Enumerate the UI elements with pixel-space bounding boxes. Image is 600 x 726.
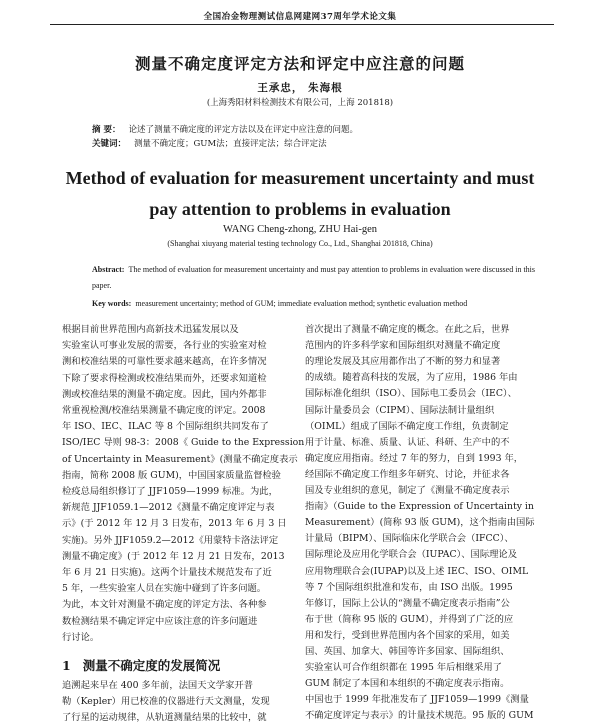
body-line: 检疫总局组织修订了 JJF1059—1999 标准。为此， [62, 486, 278, 497]
body-line: 常重视检测/校准结果测量不确定度的评定。2008 [62, 405, 266, 416]
body-line: GUM 制定了本国和本组织的不确定度表示指南。 [305, 678, 510, 690]
body-line: 为此，本文针对测量不确定度的评定方法、各种参 [62, 599, 267, 611]
body-line: 实验室认可事业发展的需要，各行业的实验室对检 [62, 340, 267, 352]
body-line: 了行星的运动规律，从轨道测量结果的比较中，就 [62, 712, 267, 723]
body-line: 根据目前世界范围内高新技术迅猛发展以及 [62, 324, 239, 335]
body-line: 中国也于 1999 年批准发布了 JJF1059—1999《测量 [305, 694, 529, 706]
body-line: 实验室认可合作组织都在 1995 年后相继采用了 [305, 662, 502, 674]
body-line: 年 ISO、IEC、ILAC 等 8 个国际组织共同发布了 [62, 421, 269, 433]
body-line: 下除了要求得检测或校准结果而外，还要求知道检 [62, 372, 267, 384]
english-abstract [92, 262, 542, 294]
section-1-title: 测量不确定度的发展简况 [82, 658, 221, 673]
body-line: 国际计量委员会（CIPM）、国际法制计量组织 [305, 404, 495, 416]
body-line: 布于世（简称 95 版的 GUM），并得到了广泛的应 [305, 613, 514, 625]
chinese-abstract-text: 论述了测量不确定度的评定方法以及在评定中应注意的问题。 [128, 125, 358, 135]
section-1-number: 1 [62, 658, 71, 673]
body-line: 勒（Kepler）用已校准的仪器进行天文测量，发现 [62, 696, 270, 707]
body-line: 数检测结果不确定评定中应该注意的许多问题进 [62, 615, 258, 627]
body-line: 首次提出了测量不确定度的概念。在此之后，世界 [305, 324, 510, 335]
body-line: 范围内的许多科学家和国际组织对测量不确定度 [305, 340, 501, 352]
english-affiliation: (Shanghai xiuyang material testing technology Co., Ltd., Shanghai 201818, China) [167, 239, 433, 248]
english-abstract-label: Abstract: [92, 265, 125, 274]
body-line: 新规范 JJF1059.1—2012《测量不确定度评定与表 [62, 502, 275, 514]
body-line: 指南，简称 2008 版 GUM)，中国国家质量监督检验 [62, 469, 281, 481]
chinese-affiliation: (上海秀阳材料检测技术有限公司，上海 201818) [206, 98, 394, 108]
body-line: 测和校准结果的可靠性要求越来越高，在许多情况 [62, 356, 267, 368]
body-line: 应用物理联合会(IUPAP)以及上述 IEC、ISO、OIML [305, 565, 529, 577]
body-line: 追溯起来早在 400 多年前，法国天文学家开普 [62, 680, 253, 691]
body-line: 国及专业组织的意见，制定了《测量不确定度表示 [305, 485, 510, 496]
chinese-title: 测量不确定度评定方法和评定中应注意的问题 [134, 54, 465, 73]
body-line: 国际标准化组织（ISO）、国际电工委员会（IEC）、 [305, 388, 517, 400]
section-1-heading [62, 656, 220, 674]
body-line: 示》(于 2012 年 12 月 3 日发布，2013 年 6 月 3 日 [62, 518, 287, 530]
body-line: 的成绩。随着高科技的发展，为了应用，1986 年由 [305, 372, 518, 384]
chinese-abstract [92, 123, 358, 135]
chinese-keywords-label: 关键词： [92, 139, 127, 149]
english-keywords-text: measurement uncertainty; method of GUM; immediate evaluation method; synthetic evaluation method [135, 299, 468, 308]
body-line: 5 年，一些实验室人员在实施中碰到了许多问题。 [62, 583, 267, 595]
body-line: 测或校准结果的测量不确定度。因此，国内外都非 [62, 388, 267, 400]
body-line: 用于计量、标准、质量、认证、科研、生产中的不 [305, 436, 510, 448]
body-line: 年 6 月 21 日实施)。这两个计量技术规范发布了近 [62, 567, 272, 578]
body-line: 的理论发展及其应用都作出了不断的努力和显著 [305, 356, 501, 368]
english-keywords-label: Key words: [92, 299, 132, 308]
english-title-line-2: pay attention to problems in evaluation [149, 199, 451, 219]
body-line: 行讨论。 [62, 631, 100, 643]
chinese-authors: 王承忠， 朱海根 [257, 82, 343, 94]
english-abstract-text: The method of evaluation for measurement uncertainty and must pay attention to problems in evaluation were discussed in this paper. [92, 265, 535, 290]
chinese-keywords [92, 137, 327, 149]
body-line: 不确定度评定与表示》的计量技术规范。95 版的 GUM [305, 710, 534, 722]
body-line: 国际理论及应用化学联合会（IUPAC）、国际理论及 [305, 549, 518, 561]
english-title-line-1: Method of evaluation for measurement uncertainty and must [65, 168, 535, 188]
running-header: 全国冶金物理测试信息网建网37周年学术论文集 [203, 12, 397, 22]
english-authors: WANG Cheng-zhong, ZHU Hai-gen [223, 224, 377, 235]
body-line: 经国际不确定度工作组多年研究、讨论，并征求各 [305, 468, 510, 480]
body-line: 测量不确定度》(于 2012 年 12 月 21 日发布，2013 [62, 550, 285, 562]
body-line: of Uncertainty in Measurement》(测量不确定度表示 [62, 453, 298, 465]
body-line: ISO/IEC 导则 98-3：2008《 Guide to the Expression [62, 437, 305, 449]
english-keywords [92, 296, 542, 312]
chinese-keywords-text: 测量不确定度；GUM法；直接评定法；综合评定法 [134, 139, 327, 149]
body-line: 确定度应用指南。经过 7 年的努力，自到 1993 年， [305, 452, 524, 464]
header-rule [50, 24, 554, 25]
body-line: 年修订，国际上公认的“测量不确定度表示指南”公 [305, 597, 510, 609]
body-line: 实施)。另外 JJF1059.2—2012《用蒙特卡洛法评定 [62, 534, 279, 546]
body-line: 国、英国、加拿大、韩国等许多国家、国际组织、 [305, 646, 510, 657]
chinese-abstract-label: 摘 要： [92, 125, 121, 135]
body-line: Measurement）(简称 93 版 GUM)，这个指南由国际 [305, 517, 535, 529]
body-line: 指南》（Guide to the Expression of Uncertainty in [305, 501, 534, 513]
body-line: 等 7 个国际组织批准和发布，由 ISO 出版。1995 [305, 581, 513, 593]
body-line: 用和发行，受到世界范围内各个国家的采用，如美 [305, 629, 510, 641]
body-line: 计量局（BIPM）、国际临床化学联合会（IFCC）、 [305, 533, 514, 545]
body-line: （OIML）组成了国际不确定度工作组，负责制定 [305, 420, 509, 432]
